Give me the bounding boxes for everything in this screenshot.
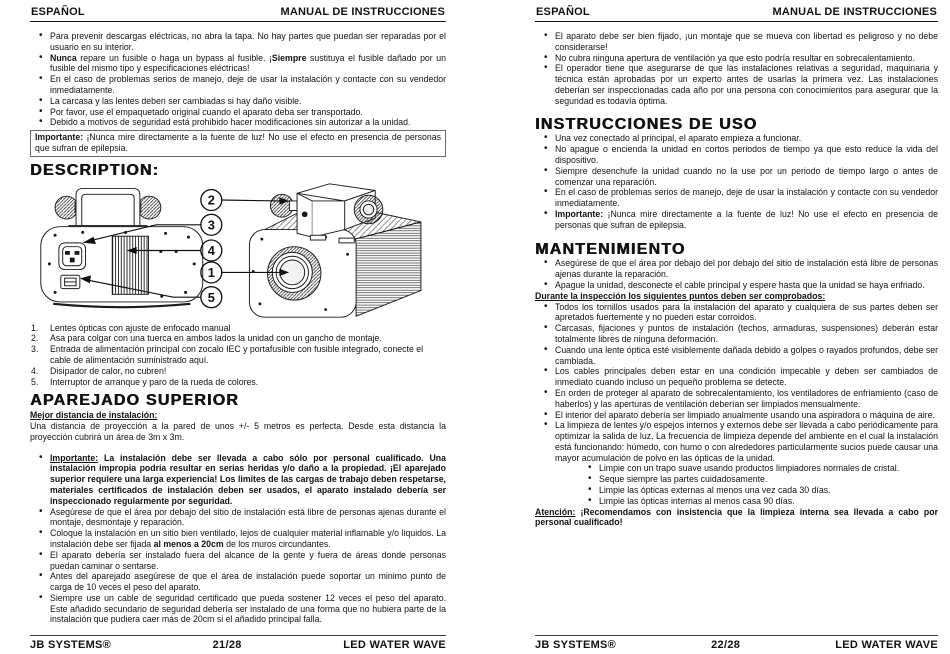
usage-heading: INSTRUCCIONES DE USO: [535, 115, 758, 133]
text-segment: Atención:: [535, 506, 576, 517]
maintenance-item: [555, 366, 938, 388]
header-language-label: ESPAÑOL: [536, 6, 590, 18]
callout-4-label: 4: [207, 242, 215, 258]
description-heading: DESCRIPTION:: [30, 161, 160, 179]
text-segment: Interruptor de arranque y paro de la rueda de colores.: [50, 376, 259, 387]
text-segment: Siempre use un cable de seguridad certificado que pueda sostener 12 veces el peso del aparato. Este añadido secundario de seguridad debería ser instalado de una forma que no hubiera parte de la instalación que pudiera caer más de 20cm si el añadido principal falla.: [50, 592, 446, 625]
usage-item: [555, 166, 938, 188]
page-footer: [535, 635, 938, 651]
text-segment: Importante:: [50, 452, 99, 463]
footer-brand-label: JB SYSTEMS®: [535, 639, 617, 651]
text-segment: La limpieza de lentes y/o espejos internos y externos debe ser llevada a cabo periódicamente para optimizar la salida de luz. La frecuencia de limpieza depende del ambiente en el cual la instalación está funcionando: húmedo, con humo o con alrededores particularmente sucios puede causar una mayor acumulación de polvo en las ópticas de la unidad.: [555, 420, 938, 463]
maintenance-item: [555, 345, 938, 367]
warning-item: [50, 96, 446, 107]
diagram-front-view: [249, 183, 420, 316]
warning-item: [50, 507, 446, 529]
text-segment: Limpie las ópticas externas al menos una vez cada 30 días.: [599, 485, 831, 496]
text-segment: Entrada de alimentación principal con zocalo IEC y portafusible con fusible integrado, conecte el cable de alimentación suministrado aquí.: [50, 344, 424, 365]
text-segment: repare un fusible o haga un bypass al fusible. ¡: [76, 52, 272, 63]
text-segment: No cubra ninguna apertura de ventilación ya que esto podría resultar en sobrecalentamiento.: [555, 52, 915, 63]
text-segment: Seque siempre las partes cuidadosamente.: [599, 474, 768, 485]
part-item: [50, 344, 446, 366]
text-segment: Todos los tornillos usados para la instalación del aparato y cualquiera de sus partes deben ser apretados fuertemente y no pueden estar corroidos.: [555, 301, 938, 323]
page-body: [30, 31, 446, 625]
warning-item: [50, 117, 446, 128]
cleaning-item: [599, 474, 938, 485]
text-segment: al menos a 20cm: [153, 538, 224, 549]
text-segment: Disipador de calor, no cubren!: [50, 365, 167, 376]
header-language-label: ESPAÑOL: [31, 6, 85, 18]
usage-item: [555, 187, 938, 209]
usage-item: [555, 133, 938, 144]
footer-product-label: LED WATER WAVE: [835, 639, 938, 651]
cleaning-item: [599, 496, 938, 507]
text-segment: Cuando una lente óptica esté visiblemente dañada debido a golpes o rayados profundos, debe ser cambiada.: [555, 344, 938, 366]
text-segment: Nunca: [50, 52, 77, 63]
manual-page-22: [475, 0, 950, 654]
maintenance-item: [555, 302, 938, 324]
text-segment: Coloque la instalación en un sitio bien ventilado, lejos de cualquier material inflamable y/o liquidos. La instalación debe ser fijada: [50, 528, 446, 549]
spacer: [30, 443, 446, 453]
usage-item: [555, 209, 938, 231]
text-segment: En el caso de problemas serios de manejo, deje de usar la instalación y contacte con su vendedor inmediatamente.: [555, 187, 938, 209]
text-segment: Limpie con un trapo suave usando productos limpiadores normales de cristal.: [599, 463, 900, 474]
warning-item: [50, 593, 446, 625]
text-segment: El aparato debe ser bien fijado, ¡un montaje que se mueva con libertad es peligroso y no debe considerarse!: [555, 31, 938, 52]
maintenance-item: [555, 410, 938, 421]
text-segment: Siempre desenchufe la unidad cuando no la use por un periodo de tiempo largo o antes de comenzar una reparación.: [555, 165, 938, 187]
part-item: [50, 323, 446, 334]
parts-list: [30, 323, 446, 388]
part-item: [50, 333, 446, 344]
warning-item: [555, 63, 938, 106]
rigging-warning-list: [30, 453, 446, 626]
text-segment: En el caso de problemas serios de manejo, deje de usar la instalación y contacte con su vendedor inmediatamente.: [50, 74, 446, 95]
text-segment: Antes del aparejado asegúrese de que el área de instalación puede soportar un minimo punto de carga de 10 veces el peso del aparato.: [50, 571, 446, 593]
part-item: [50, 366, 446, 377]
warning-item: [50, 107, 446, 118]
attention-paragraph: [535, 507, 938, 529]
distance-subheading: Mejor distancia de instalación:: [30, 410, 158, 421]
footer-page-number: 22/28: [711, 639, 741, 651]
warning-item: [50, 31, 446, 53]
rigging-heading: APAREJADO SUPERIOR: [30, 392, 239, 410]
text-segment: Por favor, use el empaquetado original cuando el aparato deba ser transportado.: [50, 106, 363, 117]
maintenance-item: [555, 420, 938, 463]
inspection-subheading: [535, 291, 938, 302]
warning-item: [50, 571, 446, 593]
text-segment: El operador tiene que asegurarse de que las instalaciones relativas a seguridad, maquinaria y técnica están aprobadas por un experto antes de usarlas la primera vez. Las instalaciones deberían ser inspeccionadas cada año por una persona con conocimientos para asegurar que la seguridad es todavía óptima.: [555, 63, 938, 106]
footer-product-label: LED WATER WAVE: [343, 639, 446, 651]
text-segment: ¡Nunca mire directamente a la fuente de luz! No use el efecto en presencia de personas que sufran de epilepsia.: [555, 208, 938, 230]
fixing-warning-list: [535, 31, 938, 107]
maintenance-item: [555, 323, 938, 345]
footer-page-number: 21/28: [212, 639, 242, 651]
text-segment: Para prevenir descargas eléctricas, no abra la tapa. No hay partes que puedan ser reparadas por el usuario en su interior.: [50, 31, 446, 52]
maintenance-heading: MANTENIMIENTO: [535, 240, 686, 258]
text-segment: Una vez conectado al principal, el aparato empieza a funcionar.: [555, 133, 802, 144]
part-item: [50, 377, 446, 388]
page-header: [30, 4, 446, 22]
text-segment: Asa para colgar con una tuerca en ambos lados la unidad con un gancho de montaje.: [50, 333, 382, 344]
text-segment: Carcasas, fijaciones y puntos de instalación (techos, armaduras, suspensiones) deberán estar totalmente libres de ninguna deformación.: [555, 323, 938, 344]
callout-5-label: 5: [207, 289, 215, 305]
maintenance-item: [555, 388, 938, 410]
text-segment: Una distancia de proyección a la pared de unos +/- 5 metros es perfecta. Desde esta distancia la proyección cubrirá un área de 3m x 3m.: [30, 420, 446, 442]
text-segment: El aparato debería ser instalado fuera del alcance de la gente y fuera de áreas donde personas puedan caminar o sentarse.: [50, 549, 446, 571]
cleaning-item: [599, 485, 938, 496]
cleaning-sub-list: [535, 463, 938, 506]
intro-warning-list: [30, 31, 446, 128]
text-segment: Limpie las ópticas internas al menos casa 90 días.: [599, 495, 795, 506]
text-segment: Los cables principales deben estar en una condición impecable y deben ser cambiados de inmediato cuando incluso un pequeño problema se detecte.: [555, 366, 938, 388]
text-segment: Durante la inspección los siguientes puntos deben ser comprobados:: [535, 290, 826, 301]
text-segment: La instalación debe ser llevada a cabo sólo por personal cualificado. Una instalación impropia podría resultar en serias heridas y/o daño a la propiedad. ¡El aparejado superior requiere una larga experiencia! Los limites de las cargas de trabajo deben respetarse, materiales certificados de instalación deben ser usados, el aparato instalado debería ser inspeccionado regularmente por seguridad.: [50, 452, 446, 506]
maintenance-list-a: [535, 258, 938, 290]
text-segment: Asegúrese de que el área por debajo del por debajo del sitio de instalación está libre de personas ajenas durante la reparación.: [555, 258, 938, 280]
text-segment: Apague la unidad, desconecte el cable principal y espere hasta que la unidad se haya enfriado.: [555, 279, 925, 290]
text-segment: Asegúrese de que el área por debajo del sitio de instalación está libre de personas ajenas durante el montaje, desmontaje y reparación.: [50, 506, 446, 528]
warning-item: [555, 31, 938, 53]
distance-paragraph: [30, 421, 446, 443]
page-footer: [30, 635, 446, 651]
warning-item: [50, 53, 446, 75]
callout-2-label: 2: [207, 192, 215, 208]
text-segment: Importante:: [555, 208, 604, 219]
diagram-rear-view: [41, 188, 203, 307]
text-segment: de los muros circundantes.: [223, 538, 331, 549]
text-segment: El interior del aparato debería ser limpiado anualmente usando una aspiradora o máquina de aire.: [555, 409, 935, 420]
maintenance-item: [555, 258, 938, 280]
warning-item: [50, 453, 446, 507]
diagram-callouts: [201, 189, 222, 307]
usage-item: [555, 144, 938, 166]
usage-list: [535, 133, 938, 230]
page-body: [535, 31, 938, 528]
text-segment: Debido a motivos de seguridad está prohibido hacer modificaciones sin autorizar a la unidad.: [50, 117, 411, 128]
important-note-box: [30, 130, 446, 157]
header-title-label: MANUAL DE INSTRUCCIONES: [772, 6, 937, 18]
warning-item: [555, 53, 938, 64]
warning-item: [50, 74, 446, 96]
header-title-label: MANUAL DE INSTRUCCIONES: [280, 6, 445, 18]
maintenance-list-b: [535, 302, 938, 464]
text-segment: Lentes ópticas con ajuste de enfocado manual: [50, 322, 231, 333]
footer-brand-label: JB SYSTEMS®: [30, 639, 112, 651]
text-segment: Importante:: [35, 132, 84, 143]
text-segment: ¡Recomendamos con insistencia que la limpieza interna sea llevada a cabo por personal cualificado!: [535, 506, 938, 528]
maintenance-item: [555, 280, 938, 291]
page-header: [535, 4, 938, 22]
callout-1-label: 1: [207, 264, 215, 280]
text-segment: No apague o encienda la unidad en cortos periodos de tiempo ya que esto reduce la vida del dispositivo.: [555, 144, 938, 165]
device-diagram: [30, 180, 446, 321]
callout-3-label: 3: [207, 216, 215, 232]
text-segment: sustituya el fusible dañado por un fusible del mismo tipo y especificaciones eléctricas!: [50, 52, 447, 74]
text-segment: Siempre: [271, 52, 307, 63]
text-segment: La carcasa y las lentes deben ser cambiadas si hay daño visible.: [50, 95, 302, 106]
cleaning-item: [599, 463, 938, 474]
text-segment: En orden de proteger al aparato de sobrecalentamiento, los ventiladores de enfriamiento (caso de haberlos) y las aperturas de ventilación deberían ser limpiados mensualmente.: [555, 387, 938, 409]
warning-item: [50, 550, 446, 572]
warning-item: [50, 528, 446, 550]
text-segment: ¡Nunca mire directamente a la fuente de luz! No use el efecto en presencia de personas que sufran de epilepsia.: [35, 132, 441, 153]
